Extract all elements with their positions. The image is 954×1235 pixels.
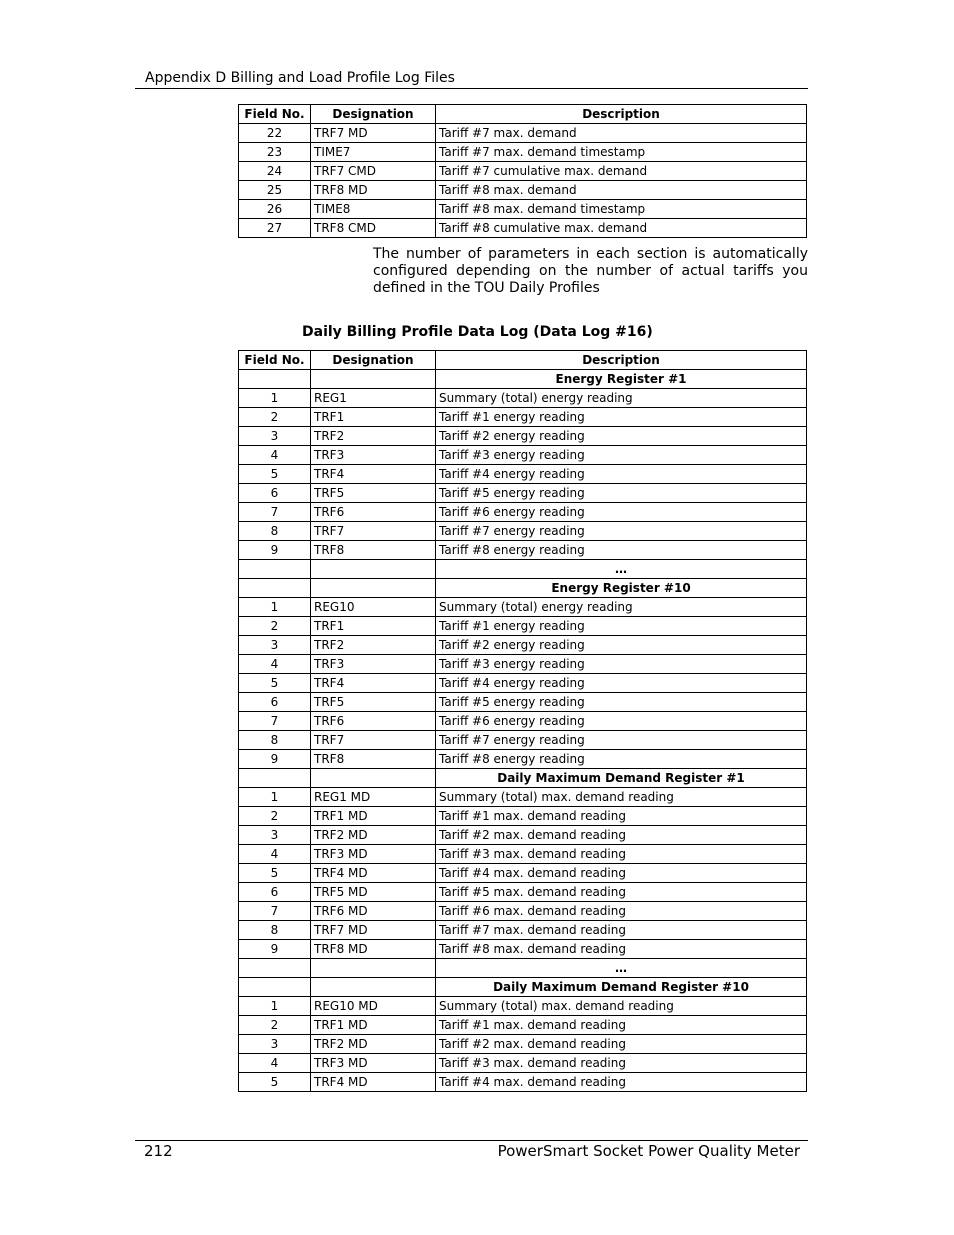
- footer-title: PowerSmart Socket Power Quality Meter: [497, 1142, 800, 1160]
- col-description: Description: [436, 105, 807, 124]
- description-cell: Tariff #7 max. demand: [436, 124, 807, 143]
- designation-cell: TIME8: [311, 200, 436, 219]
- description-cell: Tariff #2 max. demand reading: [436, 1035, 807, 1054]
- table-row: [239, 845, 807, 864]
- description-cell: Tariff #4 max. demand reading: [436, 1073, 807, 1092]
- field-no-cell: [239, 959, 311, 978]
- designation-cell: TRF7 CMD: [311, 162, 436, 181]
- designation-cell: TRF8: [311, 750, 436, 769]
- description-cell: Daily Maximum Demand Register #10: [436, 978, 807, 997]
- col-designation: Designation: [311, 105, 436, 124]
- designation-cell: TRF5: [311, 484, 436, 503]
- table-row: [239, 389, 807, 408]
- field-no-cell: 4: [239, 1054, 311, 1073]
- description-cell: Summary (total) energy reading: [436, 389, 807, 408]
- designation-cell: REG1 MD: [311, 788, 436, 807]
- field-no-cell: 3: [239, 427, 311, 446]
- field-no-cell: 4: [239, 845, 311, 864]
- description-cell: Tariff #3 energy reading: [436, 655, 807, 674]
- designation-cell: TRF7 MD: [311, 124, 436, 143]
- table-row: [239, 503, 807, 522]
- description-cell: Tariff #6 energy reading: [436, 503, 807, 522]
- designation-cell: TRF6 MD: [311, 902, 436, 921]
- field-no-cell: 5: [239, 1073, 311, 1092]
- description-cell: Tariff #3 max. demand reading: [436, 845, 807, 864]
- field-no-cell: 7: [239, 902, 311, 921]
- header-title: Appendix D Billing and Load Profile Log Files: [145, 70, 455, 86]
- designation-cell: TRF2: [311, 427, 436, 446]
- designation-cell: TRF1: [311, 617, 436, 636]
- section-row: [239, 769, 807, 788]
- description-cell: Summary (total) energy reading: [436, 598, 807, 617]
- description-cell: Tariff #3 energy reading: [436, 446, 807, 465]
- description-cell: Tariff #8 cumulative max. demand: [436, 219, 807, 238]
- designation-cell: TRF1 MD: [311, 1016, 436, 1035]
- field-no-cell: 23: [239, 143, 311, 162]
- table-row: [239, 1054, 807, 1073]
- description-cell: Tariff #3 max. demand reading: [436, 1054, 807, 1073]
- field-no-cell: [239, 769, 311, 788]
- field-no-cell: 2: [239, 807, 311, 826]
- designation-cell: TRF1 MD: [311, 807, 436, 826]
- field-no-cell: 25: [239, 181, 311, 200]
- description-cell: Tariff #4 max. demand reading: [436, 864, 807, 883]
- table-row: [239, 750, 807, 769]
- table-row: [239, 427, 807, 446]
- field-no-cell: 26: [239, 200, 311, 219]
- designation-cell: TRF2 MD: [311, 826, 436, 845]
- field-no-cell: 3: [239, 636, 311, 655]
- designation-cell: TRF4 MD: [311, 864, 436, 883]
- table-row: [239, 636, 807, 655]
- designation-cell: REG10 MD: [311, 997, 436, 1016]
- table-row: [239, 807, 807, 826]
- field-no-cell: 4: [239, 655, 311, 674]
- designation-cell: TRF6: [311, 503, 436, 522]
- field-no-cell: 4: [239, 446, 311, 465]
- page-footer: [135, 1140, 808, 1160]
- designation-cell: [311, 560, 436, 579]
- table-row: [239, 883, 807, 902]
- table-row: [239, 124, 807, 143]
- field-no-cell: 6: [239, 484, 311, 503]
- table-header-row: [239, 351, 807, 370]
- designation-cell: TRF7: [311, 731, 436, 750]
- designation-cell: [311, 978, 436, 997]
- field-no-cell: 5: [239, 465, 311, 484]
- table-row: [239, 408, 807, 427]
- designation-cell: TRF4: [311, 674, 436, 693]
- table-row: [239, 826, 807, 845]
- designation-cell: [311, 959, 436, 978]
- section-row: [239, 579, 807, 598]
- field-no-cell: 6: [239, 883, 311, 902]
- designation-cell: TRF8: [311, 541, 436, 560]
- table-row: [239, 1035, 807, 1054]
- description-cell: Tariff #2 energy reading: [436, 427, 807, 446]
- table-row: [239, 465, 807, 484]
- designation-cell: REG1: [311, 389, 436, 408]
- description-cell: Tariff #7 max. demand reading: [436, 921, 807, 940]
- table-row: [239, 446, 807, 465]
- field-no-cell: 2: [239, 408, 311, 427]
- field-no-cell: [239, 370, 311, 389]
- field-no-cell: 7: [239, 503, 311, 522]
- field-no-cell: 22: [239, 124, 311, 143]
- description-cell: Tariff #7 energy reading: [436, 731, 807, 750]
- description-cell: Tariff #4 energy reading: [436, 465, 807, 484]
- description-cell: Tariff #8 energy reading: [436, 750, 807, 769]
- description-cell: Energy Register #1: [436, 370, 807, 389]
- designation-cell: TRF4 MD: [311, 1073, 436, 1092]
- field-no-cell: 5: [239, 674, 311, 693]
- table-row: [239, 1016, 807, 1035]
- description-cell: Summary (total) max. demand reading: [436, 788, 807, 807]
- description-cell: Tariff #5 energy reading: [436, 693, 807, 712]
- description-cell: Tariff #1 energy reading: [436, 408, 807, 427]
- table-row: [239, 940, 807, 959]
- col-designation: Designation: [311, 351, 436, 370]
- description-cell: Tariff #6 max. demand reading: [436, 902, 807, 921]
- table-row: [239, 693, 807, 712]
- designation-cell: TRF8 MD: [311, 940, 436, 959]
- description-cell: Tariff #6 energy reading: [436, 712, 807, 731]
- description-cell: Tariff #7 cumulative max. demand: [436, 162, 807, 181]
- table-row: [239, 617, 807, 636]
- description-cell: Daily Maximum Demand Register #1: [436, 769, 807, 788]
- section-row: [239, 978, 807, 997]
- designation-cell: TRF3 MD: [311, 845, 436, 864]
- table-row: [239, 598, 807, 617]
- description-cell: Tariff #5 energy reading: [436, 484, 807, 503]
- description-cell: Tariff #8 energy reading: [436, 541, 807, 560]
- description-cell: Tariff #7 energy reading: [436, 522, 807, 541]
- table-row: [239, 219, 807, 238]
- field-no-cell: 1: [239, 788, 311, 807]
- table-row: [239, 541, 807, 560]
- section-row: [239, 560, 807, 579]
- designation-cell: [311, 579, 436, 598]
- table-row: [239, 143, 807, 162]
- description-cell: Tariff #8 max. demand: [436, 181, 807, 200]
- description-cell: …: [436, 560, 807, 579]
- description-cell: Tariff #1 max. demand reading: [436, 1016, 807, 1035]
- table-row: [239, 484, 807, 503]
- table-caption: Daily Billing Profile Data Log (Data Log #16): [302, 324, 653, 340]
- designation-cell: TIME7: [311, 143, 436, 162]
- field-no-cell: 8: [239, 731, 311, 750]
- field-no-cell: 8: [239, 522, 311, 541]
- field-no-cell: [239, 579, 311, 598]
- description-cell: Tariff #8 max. demand timestamp: [436, 200, 807, 219]
- designation-cell: TRF5 MD: [311, 883, 436, 902]
- table-row: [239, 200, 807, 219]
- field-no-cell: 2: [239, 1016, 311, 1035]
- field-no-cell: 24: [239, 162, 311, 181]
- designation-cell: TRF3 MD: [311, 1054, 436, 1073]
- description-cell: Tariff #7 max. demand timestamp: [436, 143, 807, 162]
- designation-cell: TRF6: [311, 712, 436, 731]
- table-row: [239, 997, 807, 1016]
- daily-billing-table: [238, 350, 807, 1092]
- designation-cell: TRF3: [311, 655, 436, 674]
- field-no-cell: 6: [239, 693, 311, 712]
- table-row: [239, 1073, 807, 1092]
- field-no-cell: 1: [239, 997, 311, 1016]
- field-no-cell: 9: [239, 940, 311, 959]
- field-no-cell: 3: [239, 1035, 311, 1054]
- table-header-row: [239, 105, 807, 124]
- designation-cell: TRF2 MD: [311, 1035, 436, 1054]
- description-cell: Tariff #2 max. demand reading: [436, 826, 807, 845]
- description-cell: Tariff #8 max. demand reading: [436, 940, 807, 959]
- description-cell: Tariff #1 energy reading: [436, 617, 807, 636]
- table-row: [239, 162, 807, 181]
- designation-cell: TRF1: [311, 408, 436, 427]
- designation-cell: TRF5: [311, 693, 436, 712]
- description-cell: Energy Register #10: [436, 579, 807, 598]
- designation-cell: TRF3: [311, 446, 436, 465]
- field-no-cell: [239, 560, 311, 579]
- page-number: 212: [144, 1142, 173, 1160]
- description-cell: Summary (total) max. demand reading: [436, 997, 807, 1016]
- field-no-cell: 9: [239, 750, 311, 769]
- designation-cell: TRF4: [311, 465, 436, 484]
- table-row: [239, 674, 807, 693]
- col-field-no: Field No.: [239, 351, 311, 370]
- designation-cell: TRF7 MD: [311, 921, 436, 940]
- page-header: [135, 66, 808, 89]
- table-row: [239, 655, 807, 674]
- field-no-cell: 27: [239, 219, 311, 238]
- field-no-cell: 1: [239, 389, 311, 408]
- field-no-cell: 9: [239, 541, 311, 560]
- fields-table-continued: [238, 104, 807, 238]
- designation-cell: [311, 370, 436, 389]
- description-cell: Tariff #5 max. demand reading: [436, 883, 807, 902]
- field-no-cell: [239, 978, 311, 997]
- col-description: Description: [436, 351, 807, 370]
- field-no-cell: 8: [239, 921, 311, 940]
- field-no-cell: 2: [239, 617, 311, 636]
- table-row: [239, 902, 807, 921]
- field-no-cell: 1: [239, 598, 311, 617]
- designation-cell: TRF2: [311, 636, 436, 655]
- field-no-cell: 5: [239, 864, 311, 883]
- table-row: [239, 522, 807, 541]
- description-cell: Tariff #4 energy reading: [436, 674, 807, 693]
- designation-cell: [311, 769, 436, 788]
- description-cell: …: [436, 959, 807, 978]
- section-row: [239, 959, 807, 978]
- description-cell: Tariff #1 max. demand reading: [436, 807, 807, 826]
- table-row: [239, 788, 807, 807]
- designation-cell: TRF8 CMD: [311, 219, 436, 238]
- tariff-note: The number of parameters in each section is automatically configured depending on the number of actual tariffs you defined in the TOU Daily Profiles: [373, 246, 808, 296]
- designation-cell: REG10: [311, 598, 436, 617]
- table-row: [239, 921, 807, 940]
- designation-cell: TRF8 MD: [311, 181, 436, 200]
- field-no-cell: 3: [239, 826, 311, 845]
- field-no-cell: 7: [239, 712, 311, 731]
- table-row: [239, 712, 807, 731]
- table-row: [239, 864, 807, 883]
- col-field-no: Field No.: [239, 105, 311, 124]
- table-row: [239, 731, 807, 750]
- table-row: [239, 181, 807, 200]
- designation-cell: TRF7: [311, 522, 436, 541]
- section-row: [239, 370, 807, 389]
- description-cell: Tariff #2 energy reading: [436, 636, 807, 655]
